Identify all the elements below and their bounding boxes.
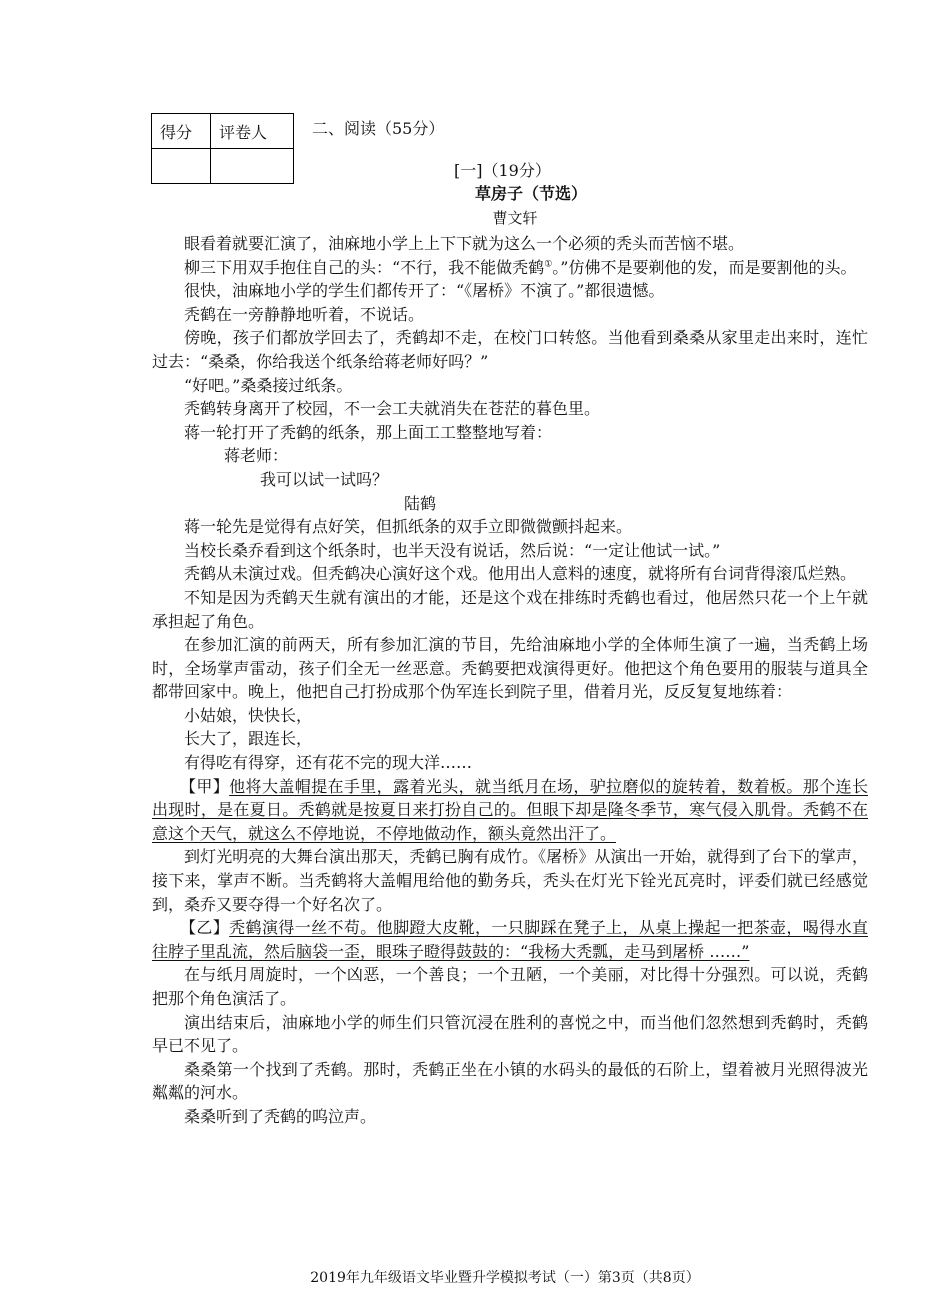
page-footer: 2019年九年级语文毕业暨升学模拟考试（一）第3页（共8页）: [310, 1270, 700, 1286]
score-label: 得分: [152, 114, 211, 149]
paragraph: 秃鹤在一旁静静地听着，不说话。: [184, 304, 425, 324]
author: 曹文轩: [492, 209, 538, 227]
footnote-marker: ①: [544, 259, 553, 270]
paragraph: 傍晚，孩子们都放学回去了，秃鹤却不走，在校门口转悠。当他看到桑桑从家里走出来时，连忙过去：“桑桑，你给我送个纸条给蒋老师好吗？”: [152, 328, 868, 371]
story-title: 草房子（节选）: [474, 184, 587, 203]
paragraph: 眼看着就要汇演了，油麻地小学上上下下就为这么一个必须的秃头而苦恼不堪。: [184, 234, 745, 253]
score-cell[interactable]: [152, 149, 211, 184]
song-line: 长大了，跟连长，: [184, 729, 313, 749]
score-box: [151, 113, 294, 184]
paragraph: “好吧。”桑桑接过纸条。: [184, 375, 353, 395]
song-line: 小姑娘，快快长，: [184, 705, 313, 725]
paragraph-yi: [152, 916, 868, 963]
reading-passage: [152, 232, 868, 1129]
paragraph: 在与纸月周旋时，一个凶恶，一个善良；一个丑陋，一个美丽，对比得十分强烈。可以说，秃鹤把那个角色演活了。: [152, 965, 868, 1008]
section-title: 二、阅读（55分）: [312, 119, 445, 138]
note-signature: 陆鹤: [404, 493, 437, 513]
note-salutation: 蒋老师：: [224, 446, 289, 466]
grader-cell[interactable]: [211, 149, 294, 184]
paragraph: 不知是因为秃鹤天生就有演出的才能，还是这个戏在排练时秃鹤也看过，他居然只花一个上午就承担起了角色。: [152, 587, 868, 631]
paragraph: 演出结束后，油麻地小学的师生们只管沉浸在胜利的喜悦之中，而当他们忽然想到秃鹤时，秃鹤早已不见了。: [152, 1012, 868, 1056]
yi-underlined-text: 秃鹤演得一丝不苟。他脚蹬大皮靴，一只脚踩在凳子上，从桌上操起一把茶壶，喝得水直往脖子里乱流，然后脑袋一歪，眼珠子瞪得鼓鼓的：“我杨大秃瓢，走马到屠桥 ……”: [152, 918, 868, 961]
paragraph: 桑桑第一个找到了秃鹤。那时，秃鹤正坐在小镇的水码头的最低的石阶上，望着被月光照得波光粼粼的河水。: [152, 1059, 868, 1103]
jia-marker: 【甲】: [180, 776, 230, 796]
paragraph-jia: [152, 775, 868, 846]
note-body: 我可以试一试吗？: [260, 469, 389, 489]
paragraph: 到灯光明亮的大舞台演出那天，秃鹤已胸有成竹。《屠桥》从演出一开始，就得到了台下的掌声，接下来，掌声不断。当秃鹤将大盖帽甩给他的勤务兵，秃头在灯光下铨光瓦亮时，评委们就已经感觉到，桑乔又要夺得一个好名次了。: [152, 847, 868, 914]
paragraph-text: 。”仿佛不是要剃他的发，而是要割他的头。: [552, 257, 857, 277]
jia-underlined-text: 他将大盖帽提在手里，露着光头，就当纸月在场，驴拉磨似的旋转着，数着板。那个连长出现时，是在夏日。秃鹤就是按夏日来打扮自己的。但眼下却是隆冬季节，寒气侵入肌骨。秃鹤不在意这个天气，就这么不停地说，不停地做动作，额头竟然出汗了。: [152, 776, 868, 843]
paragraph: 很快，油麻地小学的学生们都传开了：“《屠桥》不演了。”都很遗憾。: [184, 281, 665, 301]
paragraph: 蒋一轮打开了秃鹤的纸条，那上面工工整整地写着：: [184, 422, 553, 442]
grader-label: 评卷人: [211, 114, 294, 149]
paragraph: 桑桑听到了秃鹤的呜泣声。: [184, 1106, 377, 1126]
paragraph: 当校长桑乔看到这个纸条时，也半天没有说话，然后说：“一定让他试一试。”: [184, 540, 721, 560]
paragraph-text: 柳三下用双手抱住自己的头：“不行，我不能做秃鹤: [184, 257, 545, 277]
song-line: 有得吃有得穿，还有花不完的现大洋……: [184, 753, 473, 773]
yi-marker: 【乙】: [180, 918, 230, 938]
paragraph: 蒋一轮先是觉得有点好笑，但抓纸条的双手立即微微颤抖起来。: [184, 517, 633, 537]
paragraph: 秃鹤从未演过戏。但秃鹤决心演好这个戏。他用出人意料的速度，就将所有台词背得滚瓜烂熟。: [184, 564, 857, 584]
paragraph: 在参加汇演的前两天，所有参加汇演的节目，先给油麻地小学的全体师生演了一遍，当秃鹤上场时，全场掌声雷动，孩子们全无一丝恶意。秃鹤要把戏演得更好。他把这个角色要用的服装与道具全都带回家中。晚上，他把自己打扮成那个伪军连长到院子里，借着月光，反反复复地练着：: [152, 635, 868, 702]
paragraph: [152, 256, 868, 280]
sub-heading: [一]（19分）: [454, 161, 551, 180]
paragraph: 秃鹤转身离开了校园，不一会工夫就消失在苍茫的暮色里。: [184, 399, 601, 419]
